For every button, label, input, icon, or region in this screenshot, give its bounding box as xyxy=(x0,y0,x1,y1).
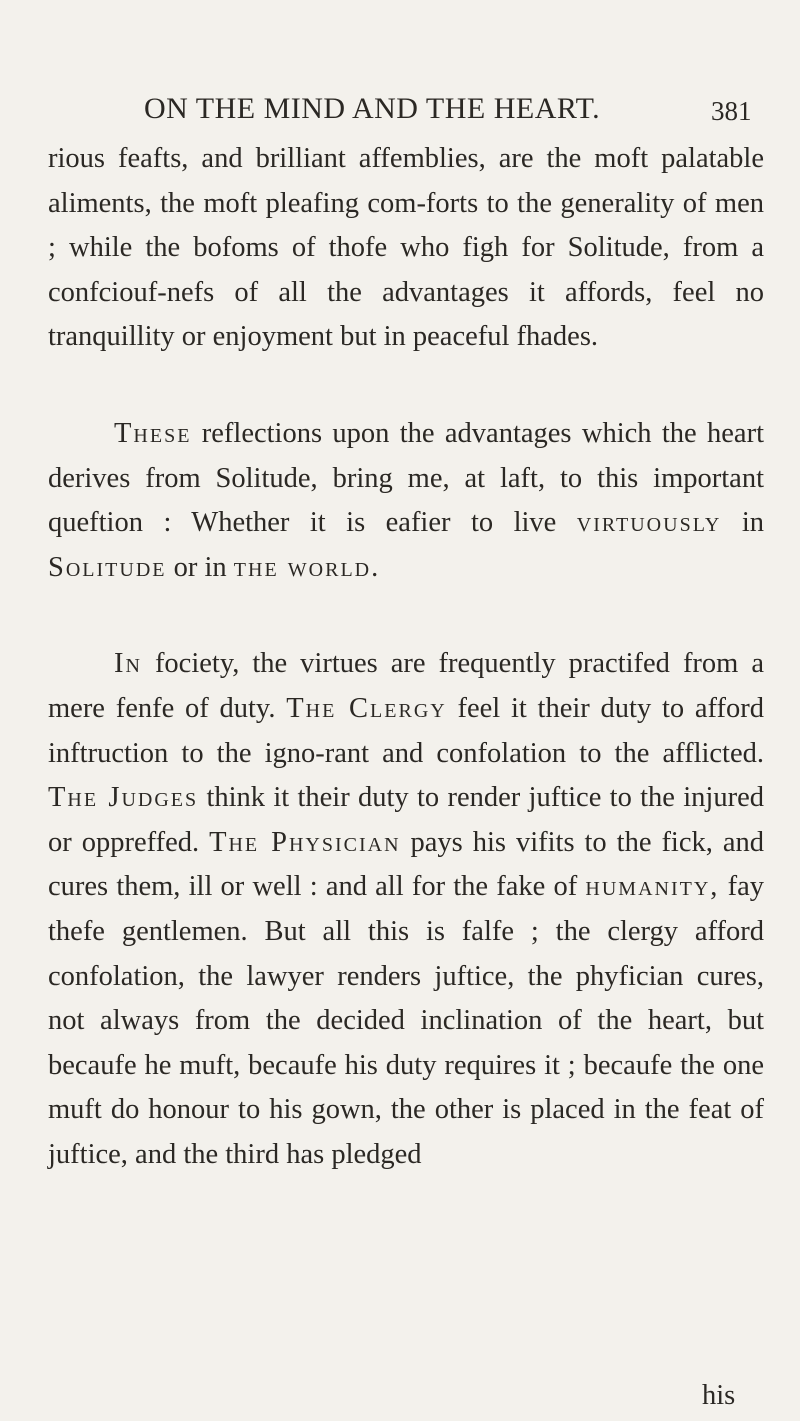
catchword: his xyxy=(702,1380,736,1411)
paragraph-3 xyxy=(48,642,764,1177)
paragraph-3-lead: In xyxy=(114,648,142,680)
paragraph-2-smallcaps-2: Solitude xyxy=(48,551,167,583)
running-title: ON THE MIND AND THE HEART. xyxy=(144,92,601,125)
paragraph-3-smallcaps-3: The Physician xyxy=(209,826,401,858)
page-number: 381 xyxy=(711,96,752,126)
paragraph-2-text-3: or in xyxy=(166,551,234,583)
paragraph-3-text-3: think it their duty to render juftice to the injured or oppreffed. xyxy=(48,782,764,858)
paragraph-3-smallcaps-1: The Clergy xyxy=(286,692,447,724)
paragraph-3-smallcaps-2: The Judges xyxy=(48,782,199,814)
paragraph-2 xyxy=(48,412,764,590)
body-text xyxy=(48,137,764,1177)
paragraph-2-smallcaps-1: virtuously xyxy=(576,507,722,539)
paragraph-2-lead: These xyxy=(114,417,192,449)
running-head xyxy=(0,92,800,132)
paragraph-1 xyxy=(48,137,764,360)
paragraph-3-text-5: fay thefe gentlemen. But all this is falfe ; the clergy afford confolation, the lawyer renders juftice, the phyfician cures, not always from the decided inclination of the heart, but becaufe he muft, becaufe his duty requires it ; becaufe the one muft do honour to his gown, the other is placed in the feat of juftice, and the third has pledged xyxy=(48,871,764,1170)
paragraph-1-text: rious feafts, and brilliant affemblies, are the moft palatable aliments, the moft pleafing com-forts to the generality of men ; while the bofoms of thofe who figh for Solitude, from a confciouf-nefs of all the advantages it affords, feel no tranquillity or enjoyment but in peaceful fhades. xyxy=(48,143,764,353)
paragraph-3-text-2: feel it their duty to afford inftruction to the igno-rant and confolation to the afflicted. xyxy=(48,692,764,769)
paragraph-2-text-1: reflections upon the advantages which the heart derives from Solitude, bring me, at laft, to this important queftion : Whether it is eafier to live xyxy=(48,417,764,539)
paragraph-2-text-2: in xyxy=(721,507,764,539)
paragraph-3-smallcaps-4: humanity, xyxy=(585,871,720,903)
paragraph-2-smallcaps-3: the world. xyxy=(233,551,381,583)
paragraph-3-text-1: fociety, the virtues are frequently practifed from a mere fenfe of duty. xyxy=(48,648,764,724)
paragraph-3-text-4: pays his vifits to the fick, and cures them, ill or well : and all for the fake of xyxy=(48,826,765,903)
